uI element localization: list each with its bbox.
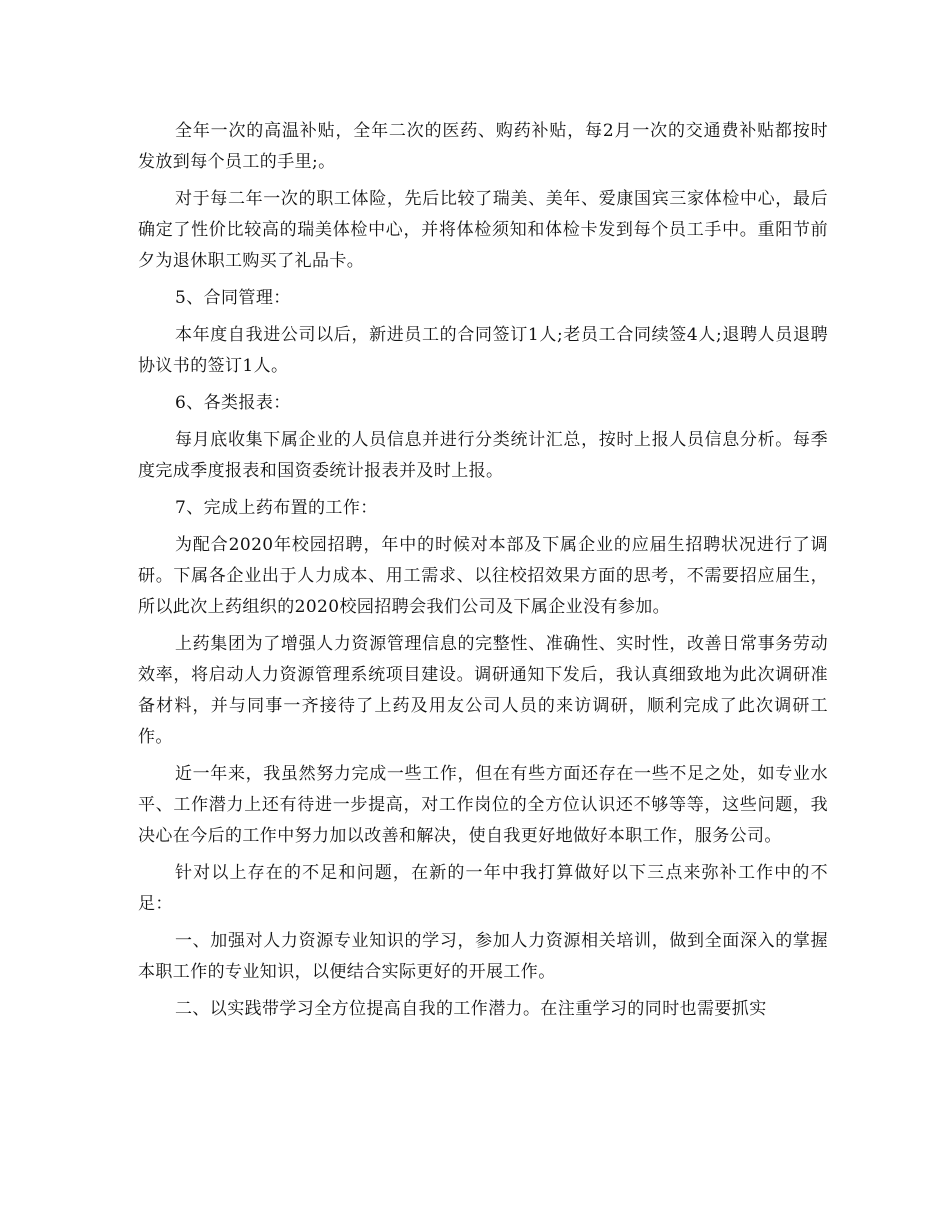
paragraph-reports: 每月底收集下属企业的人员信息并进行分类统计汇总，按时上报人员信息分析。每季度完成季度报表和国资委统计报表并及时上报。 [138, 430, 828, 481]
section-heading-reports: 6、各类报表： [175, 393, 291, 413]
paragraph-campus-recruitment: 为配合2020年校园招聘，年中的时候对本部及下属企业的应届生招聘状况进行了调研。下属各企业出于人力成本、用工需求、以往校招效果方面的思考，不需要招应届生，所以此次上药组织的2020校园招聘会我们公司及下属企业没有参加。 [138, 535, 828, 617]
document-body [138, 116, 828, 1031]
section-heading-tasks: 7、完成上药布置的工作： [175, 498, 378, 518]
paragraph-contract: 本年度自我进公司以后，新进员工的合同签订1人;老员工合同续签4人;退聘人员退聘协议书的签订1人。 [138, 325, 828, 376]
paragraph-plan-one: 一、加强对人力资源专业知识的学习，参加人力资源相关培训，做到全面深入的掌握本职工作的专业知识，以便结合实际更好的开展工作。 [138, 931, 828, 982]
paragraph-allowances: 全年一次的高温补贴，全年二次的医药、购药补贴，每2月一次的交通费补贴都按时发放到每个员工的手里;。 [138, 121, 828, 172]
paragraph-hr-system: 上药集团为了增强人力资源管理信息的完整性、准确性、实时性，改善日常事务劳动效率，将启动人力资源管理系统项目建设。调研通知下发后，我认真细致地为此次调研准备材料，并与同事一齐接待了上药及用友公司人员的来访调研，顺利完成了此次调研工作。 [138, 634, 828, 747]
paragraph-health-check: 对于每二年一次的职工体险，先后比较了瑞美、美年、爱康国宾三家体检中心，最后确定了性价比较高的瑞美体检中心，并将体检须知和体检卡发到每个员工手中。重阳节前夕为退休职工购买了礼品卡。 [138, 189, 828, 271]
paragraph-plan-two: 二、以实践带学习全方位提高自我的工作潜力。在注重学习的同时也需要抓实 [175, 999, 767, 1019]
paragraph-plan-intro: 针对以上存在的不足和问题，在新的一年中我打算做好以下三点来弥补工作中的不足： [138, 863, 828, 914]
section-heading-contract: 5、合同管理： [175, 288, 291, 308]
paragraph-shortcomings: 近一年来，我虽然努力完成一些工作，但在有些方面还存在一些不足之处，如专业水平、工作潜力上还有待进一步提高，对工作岗位的全方位认识还不够等等，这些问题，我决心在今后的工作中努力加以改善和解决，使自我更好地做好本职工作，服务公司。 [138, 764, 828, 846]
